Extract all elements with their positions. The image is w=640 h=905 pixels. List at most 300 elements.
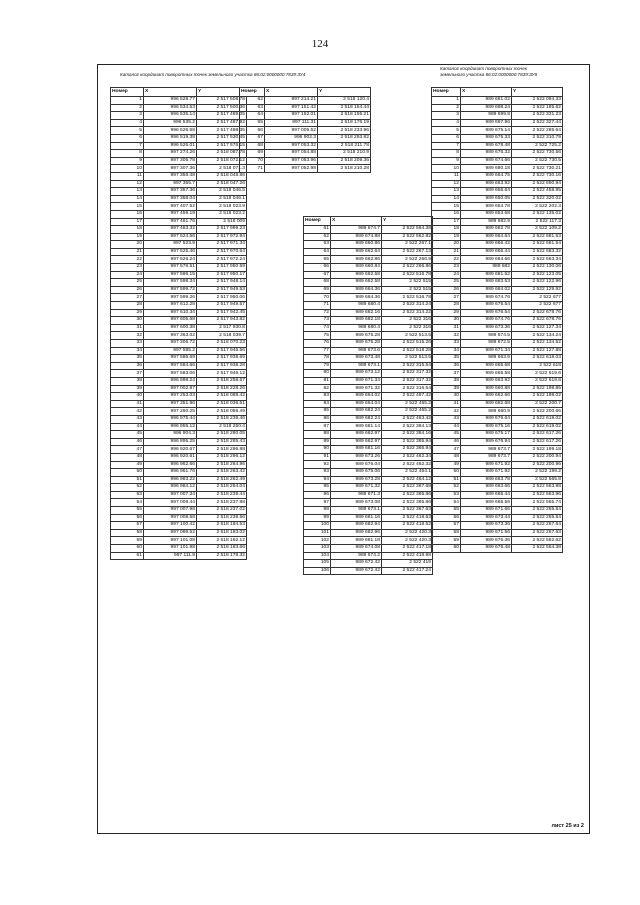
coord-y: 2 517 938.28 xyxy=(197,362,247,370)
coord-x: 996 902.3 xyxy=(265,134,318,142)
point-number: 96 xyxy=(304,491,331,499)
coord-x: 996 528.77 xyxy=(144,97,197,105)
table-row xyxy=(111,317,247,325)
coord-y: 2 522 564.38 xyxy=(512,545,563,553)
col-header-number: Номер xyxy=(111,88,144,97)
point-number: 62 xyxy=(240,97,265,105)
coord-x: 989 664.75 xyxy=(461,172,512,180)
coord-x: 997 526.24 xyxy=(144,256,197,264)
coord-x: 989 671.92 xyxy=(461,469,512,477)
coord-y: 2 522 516.78 xyxy=(382,294,433,302)
point-number: 94 xyxy=(304,476,331,484)
table-row xyxy=(304,438,433,446)
point-number: 18 xyxy=(111,226,144,234)
point-number: 12 xyxy=(432,180,461,188)
point-number: 45 xyxy=(111,431,144,439)
catalog-sheet xyxy=(97,64,590,834)
coord-x: 989 673.36 xyxy=(461,522,512,530)
point-number: 46 xyxy=(111,438,144,446)
coord-y: 2 522 418.52 xyxy=(382,522,433,530)
coord-y: 2 517 946.12 xyxy=(197,370,247,378)
coord-x: 997 525.46 xyxy=(144,248,197,256)
coord-y: 2 522 127.88 xyxy=(512,347,563,355)
coord-y: 2 522 420.3 xyxy=(382,537,433,545)
coord-y: 2 517 500.36 xyxy=(197,104,247,112)
coord-y: 2 522 202.3 xyxy=(512,203,563,211)
table-row xyxy=(111,119,247,127)
point-number: 30 xyxy=(111,317,144,325)
point-number: 49 xyxy=(432,461,461,469)
coord-y: 2 522 417.18 xyxy=(382,544,433,552)
page-number: 124 xyxy=(311,38,329,50)
coord-x: 989 665.44 xyxy=(461,491,512,499)
point-number: 58 xyxy=(111,529,144,537)
coord-y: 2 522 619.8 xyxy=(512,377,563,385)
coord-y: 2 517 489.05 xyxy=(197,112,247,120)
point-number: 8 xyxy=(432,150,461,158)
coord-x: 997 584.66 xyxy=(144,362,197,370)
point-number: 48 xyxy=(111,453,144,461)
point-number: 56 xyxy=(432,514,461,522)
coord-x: 989 681.18 xyxy=(331,537,382,545)
coord-y: 2 522 135.02 xyxy=(512,210,563,218)
coord-y: 2 522 267.13 xyxy=(382,248,433,256)
coord-y: 2 522 315.54 xyxy=(382,362,433,370)
coord-y: 2 518 009 xyxy=(197,218,247,226)
coord-y: 2 518 239.44 xyxy=(197,491,247,499)
coord-y: 2 517 576.15 xyxy=(197,142,247,150)
point-number: 3 xyxy=(432,112,461,120)
table-row xyxy=(432,491,563,499)
table-row xyxy=(111,355,247,363)
coord-x: 997 099.52 xyxy=(144,529,197,537)
coord-x: 989 681.14 xyxy=(331,423,382,431)
point-number: 52 xyxy=(432,484,461,492)
point-number: 18 xyxy=(432,226,461,234)
coord-x: 989 680.18 xyxy=(461,165,512,173)
col-header-y: Y xyxy=(197,88,247,97)
point-number: 71 xyxy=(304,301,331,309)
table-row xyxy=(111,203,247,211)
point-number: 54 xyxy=(432,499,461,507)
table-row xyxy=(304,522,433,530)
point-number: 42 xyxy=(432,408,461,416)
point-number: 71 xyxy=(240,165,265,173)
table-row xyxy=(432,545,563,553)
table-row xyxy=(432,112,563,120)
point-number: 67 xyxy=(240,134,265,142)
coord-y: 2 522 515 xyxy=(382,279,433,287)
coord-y: 2 517 488.35 xyxy=(197,127,247,135)
table-row xyxy=(304,233,433,241)
coord-y: 2 522 730.5 xyxy=(512,157,563,165)
table-row xyxy=(304,263,433,271)
table-row xyxy=(432,355,563,363)
table-row xyxy=(432,317,563,325)
point-number: 30 xyxy=(432,317,461,325)
point-number: 39 xyxy=(432,385,461,393)
coord-y: 2 522 130.06 xyxy=(512,264,563,272)
coord-x: 997 307.36 xyxy=(144,165,197,173)
point-number: 74 xyxy=(304,324,331,332)
table-row xyxy=(304,469,433,477)
point-number: 43 xyxy=(432,415,461,423)
coord-x: 997 363.02 xyxy=(144,332,197,340)
coord-y: 2 517 950.06 xyxy=(197,294,247,302)
coord-x: 997 351.96 xyxy=(144,400,197,408)
coord-x: 996 526.58 xyxy=(144,127,197,135)
coord-x: 997 052.98 xyxy=(265,165,318,173)
coord-x: 989 665.58 xyxy=(461,370,512,378)
coord-x: 997 274.26 xyxy=(144,150,197,158)
coord-y: 2 518 071.3 xyxy=(197,165,247,173)
coord-y: 2 518 178.32 xyxy=(197,552,247,560)
table-row xyxy=(304,370,433,378)
coord-y: 2 522 185.62 xyxy=(512,104,563,112)
coord-x: 989 674.08 xyxy=(331,544,382,552)
coord-x: 989 682.94 xyxy=(331,522,382,530)
coord-y: 2 522 367.63 xyxy=(382,506,433,514)
coord-table-right xyxy=(431,87,563,553)
table-row xyxy=(111,233,247,241)
point-number: 37 xyxy=(432,370,461,378)
point-number: 38 xyxy=(111,377,144,385)
coord-y: 2 518 285.43 xyxy=(197,438,247,446)
table-row xyxy=(111,491,247,499)
coord-y: 2 522 681.54 xyxy=(512,241,563,249)
coord-y: 2 518 263.42 xyxy=(197,469,247,477)
table-row xyxy=(111,241,247,249)
table-row xyxy=(304,499,433,507)
table-row xyxy=(111,294,247,302)
coord-y: 2 518 176.19 xyxy=(318,119,371,127)
coord-y: 2 518 258.67 xyxy=(197,377,247,385)
coord-x: 997 002.87 xyxy=(144,385,197,393)
coord-x: 996 920.67 xyxy=(144,446,197,454)
coord-y: 2 518 210.9 xyxy=(318,150,371,158)
coord-y: 2 518 184.53 xyxy=(197,522,247,530)
coord-y: 2 522 314.24 xyxy=(382,301,433,309)
col-header-number: Номер xyxy=(240,88,265,97)
point-number: 15 xyxy=(432,203,461,211)
point-number: 89 xyxy=(304,438,331,446)
coord-x: 997 358.04 xyxy=(144,195,197,203)
caption-right-line1: Каталог координат поворотных точек xyxy=(440,66,527,71)
table-row xyxy=(111,423,247,431)
coord-x: 989 671.34 xyxy=(331,377,382,385)
table-row xyxy=(304,362,433,370)
table-row xyxy=(432,309,563,317)
coord-y: 2 518 023.9 xyxy=(197,203,247,211)
coord-x: 997 007.34 xyxy=(144,491,197,499)
coord-y: 2 522 200.7 xyxy=(512,400,563,408)
coord-y: 2 518 238.56 xyxy=(197,514,247,522)
coord-x: 989 672.42 xyxy=(331,567,382,575)
point-number: 76 xyxy=(304,339,331,347)
coord-y: 2 518 293.82 xyxy=(318,134,371,142)
coord-y: 2 522 267.64 xyxy=(512,522,563,530)
coord-x: 989 671.66 xyxy=(461,507,512,515)
coord-y: 2 522 419 xyxy=(382,560,433,568)
point-number: 40 xyxy=(111,393,144,401)
point-number: 20 xyxy=(432,241,461,249)
table-row xyxy=(111,218,247,226)
coord-x: 989 684.02 xyxy=(461,286,512,294)
point-number: 72 xyxy=(304,309,331,317)
table-row xyxy=(432,408,563,416)
coord-x: 989 676.94 xyxy=(461,438,512,446)
table-row xyxy=(111,134,247,142)
coord-x: 997 355.7 xyxy=(144,180,197,188)
table-row xyxy=(111,279,247,287)
coord-y: 2 522 565.74 xyxy=(512,499,563,507)
coord-y: 2 522 327.44 xyxy=(512,119,563,127)
coord-y: 2 522 617.26 xyxy=(512,438,563,446)
coord-x: 989 699.8 xyxy=(461,112,512,120)
coord-x: 989 666.42 xyxy=(461,241,512,249)
coord-y: 2 522 565.8 xyxy=(512,476,563,484)
table-row xyxy=(111,332,247,340)
point-number: 77 xyxy=(304,347,331,355)
table-row xyxy=(432,377,563,385)
coord-y: 2 522 420.3 xyxy=(382,529,433,537)
point-number: 58 xyxy=(432,529,461,537)
point-number: 31 xyxy=(432,324,461,332)
coord-y: 2 517 949.53 xyxy=(197,286,247,294)
coord-x: 989 675.16 xyxy=(461,423,512,431)
table-row xyxy=(111,188,247,196)
point-number: 5 xyxy=(111,127,144,135)
coord-x: 989 654.78 xyxy=(461,203,512,211)
table-row xyxy=(432,286,563,294)
table-row xyxy=(432,537,563,545)
table-row xyxy=(304,484,433,492)
coord-x: 997 524.56 xyxy=(144,233,197,241)
coord-y: 2 517 972.24 xyxy=(197,256,247,264)
coord-y: 2 522 467.42 xyxy=(382,393,433,401)
point-number: 32 xyxy=(432,332,461,340)
point-number: 78 xyxy=(304,355,331,363)
coord-y: 2 522 127.34 xyxy=(512,324,563,332)
point-number: 101 xyxy=(304,529,331,537)
coord-x: 989 671.92 xyxy=(461,461,512,469)
table-row xyxy=(432,415,563,423)
coord-y: 2 522 462.32 xyxy=(382,461,433,469)
col-header-y: Y xyxy=(382,217,433,226)
coord-x: 989 682.24 xyxy=(331,415,382,423)
point-number: 2 xyxy=(432,104,461,112)
table-row xyxy=(432,423,563,431)
coord-y: 2 518 048.86 xyxy=(197,172,247,180)
table-row xyxy=(304,431,433,439)
table-row xyxy=(432,134,563,142)
table-row xyxy=(432,119,563,127)
point-number: 17 xyxy=(111,218,144,226)
table-row xyxy=(432,264,563,272)
coord-y: 2 522 267.1 xyxy=(382,241,433,249)
coord-x: 997 605.68 xyxy=(144,317,197,325)
table-row xyxy=(432,256,563,264)
coord-x: 989 675.33 xyxy=(461,134,512,142)
point-number: 70 xyxy=(240,157,265,165)
table-row xyxy=(111,248,247,256)
table-row xyxy=(304,446,433,454)
coord-x: 989 675.14 xyxy=(461,127,512,135)
coord-x: 989 674.88 xyxy=(331,233,382,241)
coord-y: 2 522 617.26 xyxy=(512,431,563,439)
coord-x: 996 898.24 xyxy=(144,377,197,385)
table-row xyxy=(111,545,247,553)
table-row xyxy=(304,248,433,256)
coord-x: 997 111.9 xyxy=(144,552,197,560)
coord-x: 989 674.66 xyxy=(461,157,512,165)
table-row xyxy=(111,415,247,423)
coord-y: 2 522 563.98 xyxy=(512,484,563,492)
coord-x: 989 673.6 xyxy=(331,347,382,355)
coord-y: 2 517 970.64 xyxy=(197,248,247,256)
coord-y: 2 522 331.23 xyxy=(512,112,563,120)
coord-y: 2 518 280.05 xyxy=(197,431,247,439)
coord-y: 2 518 209.36 xyxy=(318,157,371,165)
coord-y: 2 522 464.12 xyxy=(382,476,433,484)
coord-x: 997 356.48 xyxy=(144,172,197,180)
table-row xyxy=(304,506,433,514)
table-row xyxy=(111,256,247,264)
point-number: 10 xyxy=(432,165,461,173)
coord-x: 996 975.44 xyxy=(144,415,197,423)
point-number: 43 xyxy=(111,415,144,423)
coord-x: 996 920.61 xyxy=(144,453,197,461)
table-row xyxy=(111,165,247,173)
table-row xyxy=(111,529,247,537)
table-row xyxy=(111,347,247,355)
table-row xyxy=(111,340,247,348)
table-row xyxy=(432,522,563,530)
point-number: 36 xyxy=(432,362,461,370)
coord-y: 2 518 154.44 xyxy=(318,104,371,112)
coord-x: 989 671.32 xyxy=(331,484,382,492)
coord-x: 997 583.06 xyxy=(144,370,197,378)
table-row xyxy=(111,112,247,120)
point-number: 63 xyxy=(240,104,265,112)
coord-table-center xyxy=(303,216,433,575)
table-row xyxy=(432,157,563,165)
coord-y: 2 522 365.86 xyxy=(382,491,433,499)
point-number: 4 xyxy=(111,119,144,127)
coord-y: 2 518 072.12 xyxy=(197,157,247,165)
point-number: 81 xyxy=(304,377,331,385)
coord-x: 997 598.34 xyxy=(144,279,197,287)
point-number: 93 xyxy=(304,469,331,477)
table-row xyxy=(240,134,371,142)
point-number: 21 xyxy=(432,248,461,256)
coord-x: 989 682.16 xyxy=(331,309,382,317)
point-number: 88 xyxy=(304,431,331,439)
coord-x: 997 305.78 xyxy=(144,157,197,165)
point-number: 47 xyxy=(111,446,144,454)
table-row xyxy=(432,180,563,188)
table-row xyxy=(111,309,247,317)
point-number: 11 xyxy=(432,172,461,180)
coord-y: 2 522 285.64 xyxy=(512,127,563,135)
point-number: 6 xyxy=(432,134,461,142)
point-number: 37 xyxy=(111,370,144,378)
table-row xyxy=(240,165,371,173)
point-number: 57 xyxy=(111,522,144,530)
col-header-x: X xyxy=(144,88,197,97)
coord-x: 997 151.42 xyxy=(265,104,318,112)
point-number: 64 xyxy=(304,248,331,256)
coord-y: 2 518 036.51 xyxy=(197,400,247,408)
table-row xyxy=(432,529,563,537)
coord-x: 989 662.97 xyxy=(331,431,382,439)
coord-y: 2 522 458.95 xyxy=(512,188,563,196)
col-header-y: Y xyxy=(512,88,563,97)
coord-y: 2 522 310.79 xyxy=(512,134,563,142)
coord-x: 989 660.9 xyxy=(461,408,512,416)
table-row xyxy=(432,461,563,469)
table-row xyxy=(111,142,247,150)
point-number: 41 xyxy=(111,400,144,408)
point-number: 102 xyxy=(304,537,331,545)
coord-x: 989 673.36 xyxy=(461,324,512,332)
coord-x: 989 666.44 xyxy=(461,248,512,256)
point-number: 85 xyxy=(304,408,331,416)
coord-y: 2 518 237.02 xyxy=(197,507,247,515)
point-number: 63 xyxy=(304,241,331,249)
coord-x: 996 962.66 xyxy=(144,461,197,469)
coord-y: 2 517 530.45 xyxy=(197,134,247,142)
coord-y: 2 522 513.5 xyxy=(382,355,433,363)
coord-y: 2 522 619.6 xyxy=(512,370,563,378)
table-row xyxy=(304,560,433,568)
table-row xyxy=(111,514,247,522)
point-number: 55 xyxy=(432,507,461,515)
point-number: 34 xyxy=(432,347,461,355)
point-number: 27 xyxy=(432,294,461,302)
point-number: 50 xyxy=(111,469,144,477)
coord-y: 2 517 949.57 xyxy=(197,302,247,310)
coord-x: 997 461.76 xyxy=(144,218,197,226)
coord-y: 2 522 418.98 xyxy=(382,552,433,560)
table-row xyxy=(240,112,371,120)
point-number: 51 xyxy=(111,476,144,484)
table-row xyxy=(304,544,433,552)
coord-table-left xyxy=(110,87,247,560)
coord-y: 2 522 265.84 xyxy=(512,514,563,522)
table-row xyxy=(432,172,563,180)
coord-x: 989 676.54 xyxy=(461,309,512,317)
coord-y: 2 518 046.5 xyxy=(197,188,247,196)
coord-x: 997 054.88 xyxy=(265,150,318,158)
table-row xyxy=(111,180,247,188)
coord-x: 996 984.12 xyxy=(144,484,197,492)
point-number: 15 xyxy=(111,203,144,211)
table-row xyxy=(432,438,563,446)
table-row xyxy=(304,491,433,499)
table-row xyxy=(111,370,247,378)
coord-x: 996 904.3 xyxy=(144,431,197,439)
coord-x: 989 660.84 xyxy=(331,263,382,271)
table-row xyxy=(240,97,371,105)
point-number: 27 xyxy=(111,294,144,302)
coord-x: 989 672.5 xyxy=(461,340,512,348)
coord-x: 989 675.17 xyxy=(461,431,512,439)
coord-x: 997 214.21 xyxy=(265,97,318,105)
coord-x: 989 671.3 xyxy=(331,491,382,499)
point-number: 82 xyxy=(304,385,331,393)
table-row xyxy=(111,172,247,180)
